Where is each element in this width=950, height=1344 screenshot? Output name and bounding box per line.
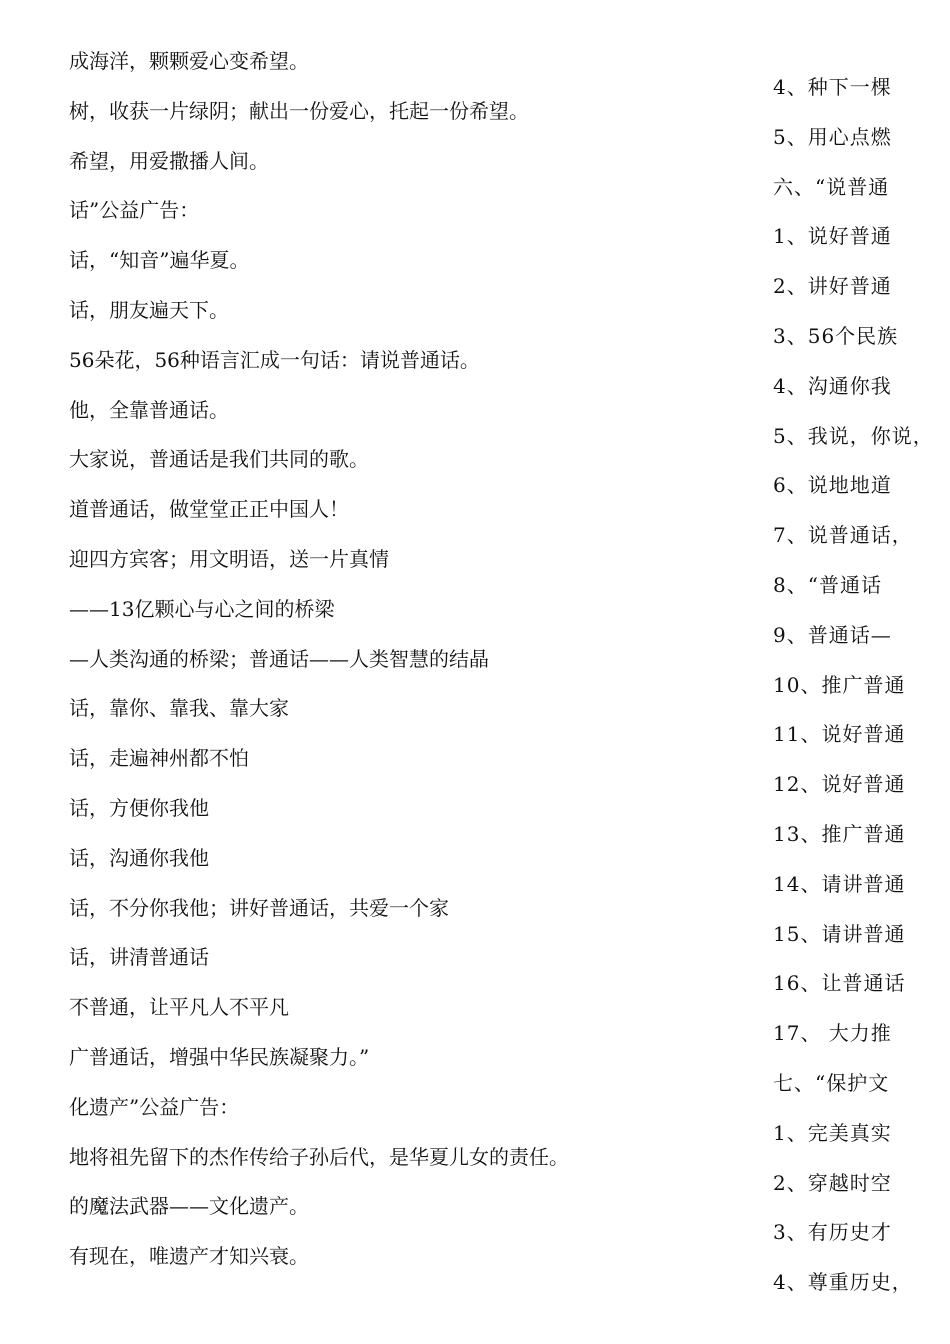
main-line: 话，不分你我他；讲好普通话，共爱一个家: [69, 895, 449, 920]
side-line: 13、推广普通: [773, 821, 906, 846]
side-line: 17、 大力推: [773, 1021, 892, 1046]
side-line: 5、我说，你说，: [773, 423, 934, 448]
main-line: 地将祖先留下的杰作传给子孙后代，是华夏儿女的责任。: [69, 1144, 569, 1169]
main-line: 迎四方宾客；用文明语，送一片真情: [69, 546, 389, 571]
side-line: 七、“保护文: [773, 1070, 890, 1095]
main-line: 希望，用爱撒播人间。: [69, 148, 269, 173]
side-text-column: [773, 70, 950, 1315]
side-line: 4、种下一棵: [773, 75, 892, 99]
side-line: 16、让普通话: [773, 971, 906, 996]
main-line: —人类沟通的桥梁；普通话——人类智慧的结晶: [69, 646, 489, 671]
side-line: 4、沟通你我: [773, 373, 892, 398]
side-line: 5、用心点燃: [773, 124, 892, 149]
main-line: 话”公益广告：: [69, 198, 200, 223]
side-line: 10、推广普通: [773, 672, 906, 697]
main-line: 56朵花，56种语言汇成一句话：请说普通话。: [69, 347, 480, 372]
main-line: ——13亿颗心与心之间的桥梁: [69, 596, 335, 621]
main-line: 他，全靠普通话。: [69, 397, 229, 422]
side-line: 8、“普通话: [773, 572, 882, 597]
main-text-column: [69, 44, 729, 1289]
main-line: 话，方便你我他: [69, 795, 209, 820]
main-line: 话，“知音”遍华夏。: [69, 248, 250, 273]
main-line: 话，沟通你我他: [69, 845, 209, 870]
main-line: 大家说，普通话是我们共同的歌。: [69, 447, 369, 472]
side-line: 6、说地地道: [773, 473, 892, 498]
main-line: 道普通话，做堂堂正正中国人！: [69, 497, 349, 522]
main-line: 话，靠你、靠我、靠大家: [69, 696, 289, 721]
side-line: 1、完美真实: [773, 1120, 892, 1145]
side-line: 1、说好普通: [773, 224, 892, 249]
side-line: 2、穿越时空: [773, 1170, 892, 1195]
side-line: 2、讲好普通: [773, 274, 892, 299]
main-line: 话，朋友遍天下。: [69, 297, 229, 322]
main-line: 话，走遍神州都不怕: [69, 746, 249, 771]
side-line: 7、说普通话，: [773, 523, 913, 548]
side-line: 9、普通话—: [773, 622, 892, 647]
side-line: 3、56个民族: [773, 323, 899, 348]
main-line: 广普通话，增强中华民族凝聚力。”: [69, 1044, 370, 1069]
main-line: 成海洋，颗颗爱心变希望。: [69, 49, 309, 73]
side-line: 14、请讲普通: [773, 871, 906, 896]
main-line: 化遗产”公益广告：: [69, 1094, 240, 1119]
main-line: 不普通，让平凡人不平凡: [69, 995, 289, 1020]
main-line: 话，讲清普通话: [69, 945, 209, 970]
side-line: 15、请讲普通: [773, 921, 906, 946]
side-line: 3、有历史才: [773, 1220, 892, 1245]
side-line: 12、说好普通: [773, 772, 906, 797]
main-line: 有现在，唯遗产才知兴衰。: [69, 1244, 309, 1269]
side-line: 六、“说普通: [773, 174, 890, 199]
side-line: 11、说好普通: [773, 722, 906, 747]
main-line: 的魔法武器——文化遗产。: [69, 1194, 309, 1219]
side-line: 4、尊重历史，: [773, 1270, 913, 1295]
main-line: 树，收获一片绿阴；献出一份爱心，托起一份希望。: [69, 98, 529, 123]
